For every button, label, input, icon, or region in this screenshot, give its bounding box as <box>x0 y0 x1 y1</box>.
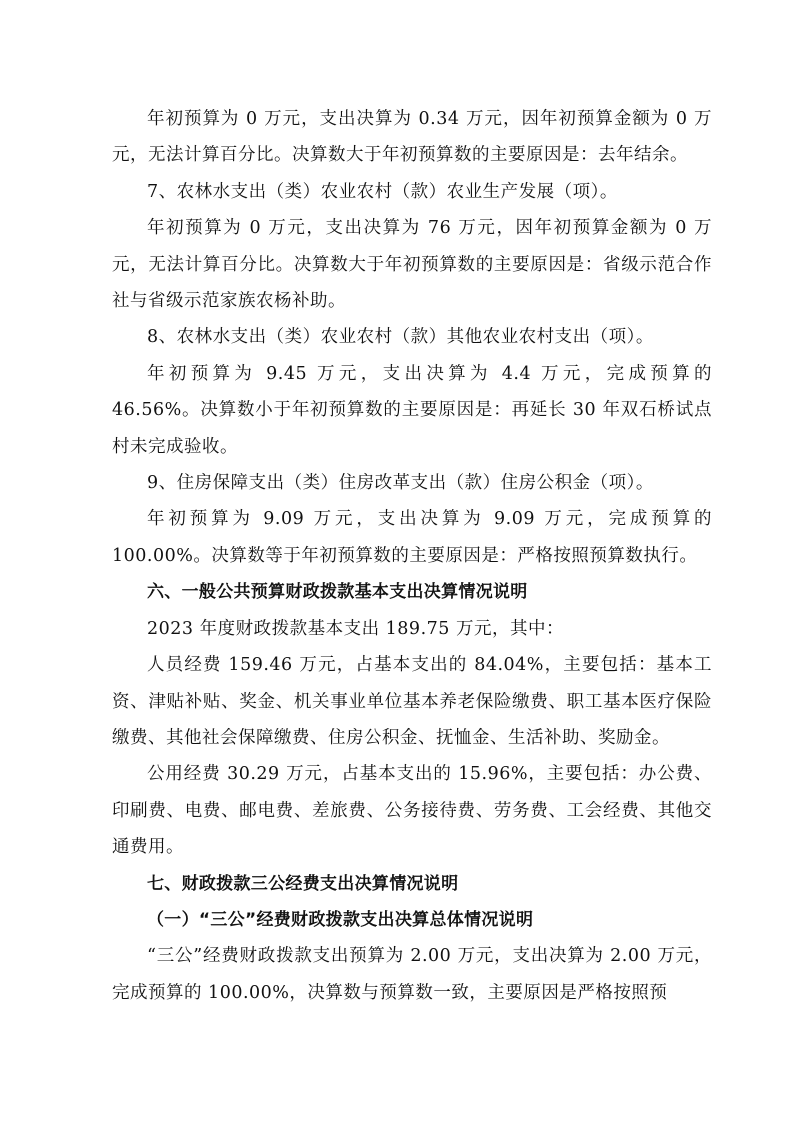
paragraph-three-public-expenses: “三公”经费财政拨款支出预算为 2.00 万元，支出决算为 2.00 万元，完成预算的 100.00%，决算数与预算数一致，主要原因是严格按照预 <box>112 946 712 1003</box>
section-heading-6: 六、一般公共预算财政拨款基本支出决算情况说明 <box>147 582 528 603</box>
paragraph-basic-expenditure-total: 2023 年度财政拨款基本支出 189.75 万元，其中： <box>147 618 564 639</box>
paragraph-item-7-detail: 年初预算为 0 万元，支出决算为 76 万元，因年初预算金额为 0 万元，无法计算百分比。决算数大于年初预算数的主要原因是：省级示范合作社与省级示范家族农杨补助。 <box>112 218 712 312</box>
paragraph-item-7-title: 7、农林水支出（类）农业农村（款）农业生产发展（项）。 <box>147 181 618 202</box>
paragraph-item-9-detail: 年初预算为 9.09 万元，支出决算为 9.09 万元，完成预算的 100.00%。决算数等于年初预算数的主要原因是：严格按照预算数执行。 <box>112 509 712 566</box>
document-body <box>112 101 712 1011</box>
paragraph-budget-item-6-detail: 年初预算为 0 万元，支出决算为 0.34 万元，因年初预算金额为 0 万元，无法计算百分比。决算数大于年初预算数的主要原因是：去年结余。 <box>112 109 712 166</box>
paragraph-personnel-expenses: 人员经费 159.46 万元，占基本支出的 84.04%，主要包括：基本工资、津贴补贴、奖金、机关事业单位基本养老保险缴费、职工基本医疗保险缴费、其他社会保障缴费、住房公积金、抚恤金、生活补助、奖励金。 <box>112 655 712 748</box>
subsection-heading-7-1: （一）“三公”经费财政拨款支出决算总体情况说明 <box>147 909 534 930</box>
paragraph-item-8-title: 8、农林水支出（类）农业农村（款）其他农业农村支出（项）。 <box>147 327 654 348</box>
paragraph-public-expenses: 公用经费 30.29 万元，占基本支出的 15.96%，主要包括：办公费、印刷费、电费、邮电费、差旅费、公务接待费、劳务费、工会经费、其他交通费用。 <box>112 764 712 858</box>
paragraph-item-8-detail: 年初预算为 9.45 万元，支出决算为 4.4 万元，完成预算的 46.56%。决算数小于年初预算数的主要原因是：再延长 30 年双石桥试点村未完成验收。 <box>112 363 712 457</box>
section-heading-7: 七、财政拨款三公经费支出决算情况说明 <box>147 873 459 894</box>
paragraph-item-9-title: 9、住房保障支出（类）住房改革支出（款）住房公积金（项）。 <box>147 473 654 494</box>
